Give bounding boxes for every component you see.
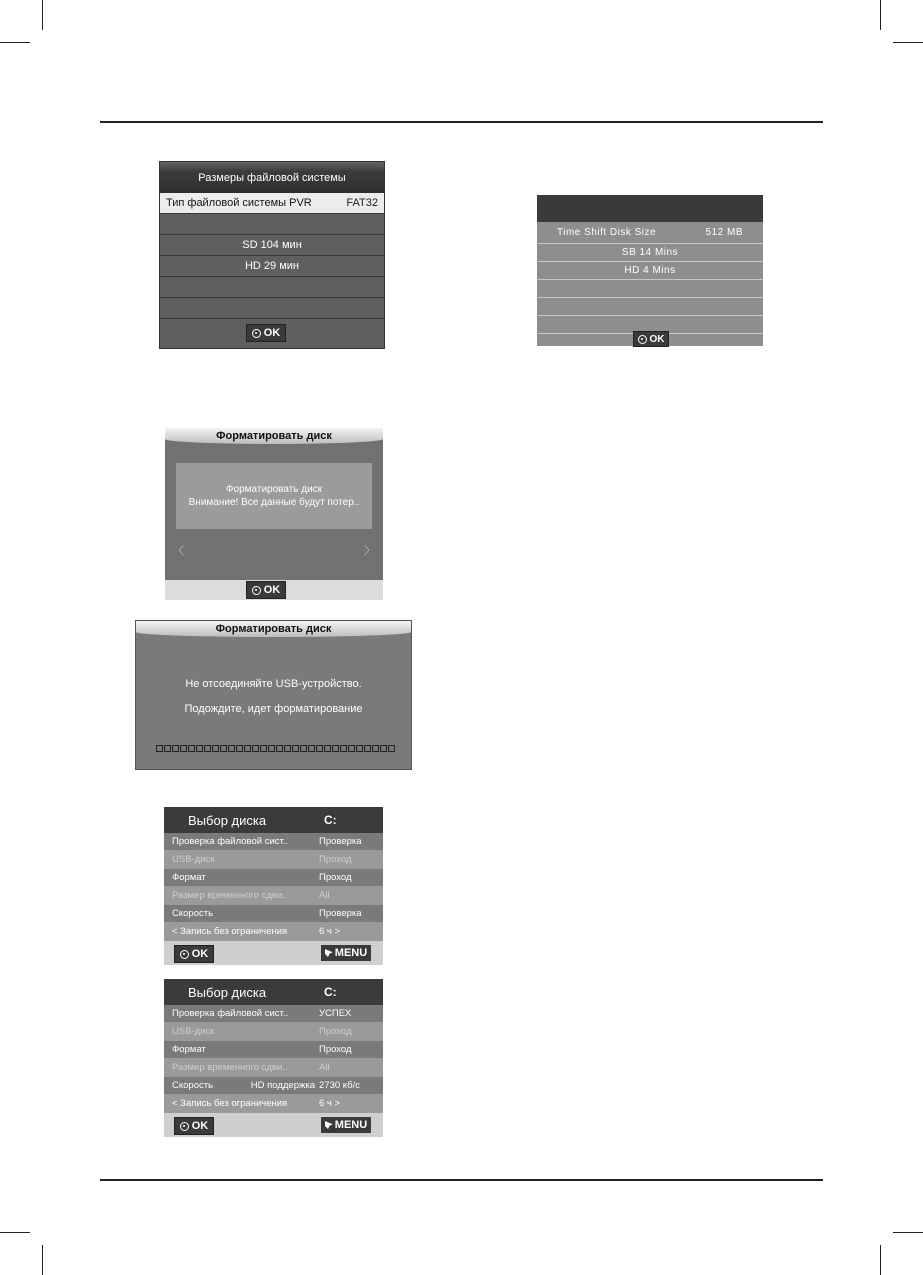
progress-block: [212, 745, 219, 752]
status-key: Скорость: [172, 1080, 214, 1091]
crop-mark: [893, 42, 923, 43]
crop-mark: [42, 0, 43, 30]
progress-block: [324, 745, 331, 752]
status-value: All: [319, 890, 330, 901]
progress-block: [236, 745, 243, 752]
crop-mark: [880, 0, 881, 30]
progress-block: [364, 745, 371, 752]
ok-label: OK: [263, 327, 281, 339]
hd-row: HD 29 мин: [160, 256, 384, 277]
status-value: Проход: [319, 1026, 352, 1037]
warning-line-1: Форматировать диск: [225, 484, 323, 495]
status-key: Проверка файловой сист..: [172, 1008, 289, 1019]
status-key: Формат: [172, 1044, 206, 1055]
progress-block: [180, 745, 187, 752]
progress-block: [260, 745, 267, 752]
panel-footer: [164, 941, 383, 965]
status-row[interactable]: [164, 905, 383, 923]
sb-row: SB 14 Mins: [537, 244, 763, 262]
progress-block: [196, 745, 203, 752]
status-value: 6 ч >: [319, 1098, 341, 1109]
status-row[interactable]: [164, 1095, 383, 1113]
status-key: USB-диск: [172, 1026, 215, 1037]
status-row[interactable]: [164, 1077, 383, 1095]
timeshift-label: Time Shift Disk Size: [557, 227, 657, 238]
status-row[interactable]: [164, 1059, 383, 1077]
status-row[interactable]: [164, 851, 383, 869]
progress-block: [172, 745, 179, 752]
status-key: USB-диск: [172, 854, 215, 865]
ok-button[interactable]: [174, 945, 214, 963]
ok-button[interactable]: [246, 581, 286, 599]
progress-bar: [156, 745, 395, 752]
status-key: Проверка файловой сист..: [172, 836, 289, 847]
dialog-title: Форматировать диск: [165, 428, 383, 444]
progress-block: [348, 745, 355, 752]
ok-label: OK: [191, 1120, 209, 1132]
status-row[interactable]: [164, 887, 383, 905]
progress-block: [244, 745, 251, 752]
fs-type-row[interactable]: [160, 193, 384, 214]
menu-button[interactable]: [321, 1117, 371, 1133]
fs-type-label: Тип файловой системы PVR: [166, 197, 312, 209]
ok-circle-icon: [252, 586, 261, 595]
status-value: Проверка: [319, 908, 362, 919]
hd-row: HD 4 Mins: [537, 262, 763, 280]
progress-block: [252, 745, 259, 752]
progress-block: [188, 745, 195, 752]
progress-block: [308, 745, 315, 752]
formatting-progress-dialog: [135, 620, 412, 770]
progress-block: [268, 745, 275, 752]
progress-block: [156, 745, 163, 752]
progress-block: [204, 745, 211, 752]
status-value: Проход: [319, 854, 352, 865]
filesystem-size-panel: [159, 161, 385, 349]
progress-block: [300, 745, 307, 752]
progress-block: [372, 745, 379, 752]
arrow-left-icon[interactable]: 〈: [173, 545, 184, 557]
status-row[interactable]: [164, 833, 383, 851]
progress-block: [332, 745, 339, 752]
ok-button[interactable]: [246, 324, 286, 342]
ok-label: OK: [191, 948, 209, 960]
empty-row: [160, 298, 384, 319]
wrench-icon: [325, 1121, 333, 1129]
wrench-icon: [325, 949, 333, 957]
progress-block: [340, 745, 347, 752]
status-value: Проход: [319, 1044, 352, 1055]
crop-mark: [42, 1245, 43, 1275]
crop-mark: [880, 1245, 881, 1275]
warning-message: [176, 463, 372, 529]
arrow-right-icon[interactable]: 〉: [364, 545, 375, 557]
empty-row: [160, 214, 384, 235]
status-list: [164, 833, 383, 941]
ok-circle-icon: [180, 1122, 189, 1131]
progress-block: [292, 745, 299, 752]
panel-header: [164, 807, 383, 833]
disk-select-panel-checking: [164, 807, 383, 965]
crop-mark: [0, 1232, 30, 1233]
panel-title: Выбор диска: [188, 984, 267, 1000]
sd-row: SD 104 мин: [160, 235, 384, 256]
format-confirm-dialog: [165, 428, 383, 600]
footer-rule: [100, 1179, 823, 1181]
progress-block: [356, 745, 363, 752]
progress-block: [228, 745, 235, 752]
progress-block: [388, 745, 395, 752]
empty-row: [537, 280, 763, 298]
status-value: Проход: [319, 872, 352, 883]
status-row[interactable]: [164, 869, 383, 887]
panel-title-bar: [537, 195, 763, 222]
progress-block: [380, 745, 387, 752]
timeshift-row[interactable]: [537, 222, 763, 244]
status-row[interactable]: [164, 1023, 383, 1041]
ok-label: OK: [649, 333, 665, 345]
panel-header: [164, 979, 383, 1005]
status-value: Проверка: [319, 836, 362, 847]
usb-warning-text: Не отсоединяйте USB-устройство.: [185, 678, 362, 690]
drive-letter[interactable]: C:: [324, 985, 337, 999]
panel-title: Выбор диска: [188, 812, 267, 828]
status-value: 2730 кб/с: [319, 1080, 360, 1091]
header-rule: [100, 121, 823, 123]
status-row[interactable]: [164, 923, 383, 941]
formatting-wait-text: Подождите, идет форматирование: [184, 703, 363, 715]
status-key: Размер временного сдви..: [172, 890, 288, 901]
menu-button[interactable]: [321, 945, 371, 961]
ok-button[interactable]: [633, 331, 669, 347]
crop-mark: [893, 1232, 923, 1233]
status-row[interactable]: [164, 1041, 383, 1059]
progress-block: [316, 745, 323, 752]
progress-block: [164, 745, 171, 752]
menu-label: MENU: [334, 947, 368, 959]
panel-footer: [164, 1113, 383, 1137]
status-row[interactable]: [164, 1005, 383, 1023]
status-value: УСПЕХ: [319, 1008, 352, 1019]
status-key: Скорость: [172, 908, 214, 919]
ok-circle-icon: [252, 329, 261, 338]
status-key: < Запись без ограничения: [172, 926, 288, 937]
status-value: All: [319, 1062, 330, 1073]
panel-title: Размеры файловой системы: [160, 162, 384, 193]
progress-block: [284, 745, 291, 752]
fs-type-value: FAT32: [346, 197, 378, 209]
timeshift-value: 512 MB: [705, 227, 743, 238]
ok-circle-icon: [180, 950, 189, 959]
crop-mark: [0, 42, 30, 43]
timeshift-size-panel: [537, 195, 763, 346]
ok-circle-icon: [638, 335, 647, 344]
progress-block: [276, 745, 283, 752]
empty-row: [537, 298, 763, 316]
status-key: Формат: [172, 872, 206, 883]
status-list: [164, 1005, 383, 1113]
empty-row: [160, 277, 384, 298]
ok-button[interactable]: [174, 1117, 214, 1135]
menu-label: MENU: [334, 1119, 368, 1131]
warning-line-2: Внимание! Все данные будут потер..: [188, 497, 360, 508]
status-mid: HD поддержка: [250, 1080, 315, 1091]
disk-select-panel-success: [164, 979, 383, 1137]
drive-letter[interactable]: C:: [324, 813, 337, 827]
status-key: < Запись без ограничения: [172, 1098, 288, 1109]
status-key: Размер временного сдви..: [172, 1062, 288, 1073]
ok-label: OK: [263, 584, 281, 596]
dialog-title: Форматировать диск: [136, 621, 411, 637]
progress-block: [220, 745, 227, 752]
status-value: 6 ч >: [319, 926, 341, 937]
